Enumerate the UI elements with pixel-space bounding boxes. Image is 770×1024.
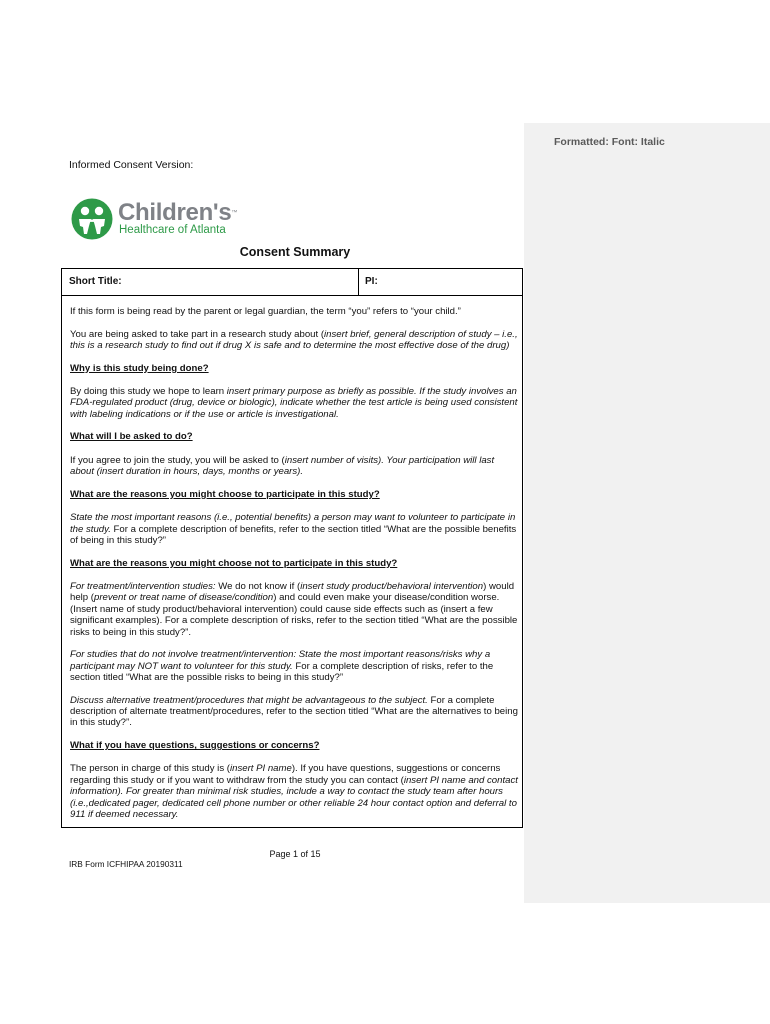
non-treatment-paragraph: For studies that do not involve treatment/intervention: State the most important reasons/risks why a participant may NOT want to volunteer for this study. For a complete description of risks, refer to the section titled “What are the possible risks to being in this study?” [70,649,494,684]
heading-questions: What if you have questions, suggestions or concerns? [70,740,320,752]
intro-paragraph: If this form is being read by the parent or legal guardian, the term “you” refers to “your child.” [70,306,461,317]
why-paragraph: By doing this study we hope to learn insert primary purpose as briefly as possible. If the study involves an FDA-regulated product (drug, device or biologic), indicate whether the test article is being used consistent with labeling indications or if the use or article is investigational. [70,386,518,420]
study-paragraph: You are being asked to take part in a research study about (insert brief, general description of study – i.e., this is a research study to find out if drug X is safe and to determine the most effective dose of the drug) [70,328,518,351]
treatment-paragraph: For treatment/intervention studies: We do not know if (insert study product/behavioral intervention) would help (prevent or treat name of disease/condition) and could even make your disease/condition worse. (Insert name of study product/behavioral intervention) could cause side effects such as (insert a few significant examples). For a complete description of risks, refer to the section titled “What are the possible risks to being in this study?”. [70,581,518,638]
header-row [62,269,522,296]
questions-paragraph: The person in charge of this study is (insert PI name). If you have questions, suggestions or concerns regarding this study or if you want to withdraw from the study you can contact (insert PI name and contact information). For greater than minimal risk studies, include a way to contact the study team after hours (i.e.,dedicated pager, dedicated cell phone number or other reliable 24 hour contact option and deferral to 911 if deemed necessary. [70,763,518,821]
heading-asked: What will I be asked to do? [70,431,193,443]
reasons-paragraph: State the most important reasons (i.e., potential benefits) a person may want to volunteer to participate in the study. For a complete description of benefits, refer to the section titled “What are the possible benefits of being in this study?” [70,512,517,547]
pi-label: PI: [365,276,378,287]
short-title-label: Short Title: [69,276,122,287]
comment-pane [524,123,770,903]
childrens-logo-icon [71,198,113,240]
logo-subtitle: Healthcare of Atlanta [119,224,226,236]
header-divider [358,269,359,296]
summary-content [70,306,518,832]
asked-paragraph: If you agree to join the study, you will be asked to (insert number of visits). Your participation will last about (insert duration in hours, days, months or years). [70,454,495,478]
heading-reasons: What are the reasons you might choose to participate in this study? [70,488,380,500]
heading-not-participate: What are the reasons you might choose not to participate in this study? [70,557,398,569]
document-title: Consent Summary [239,245,351,259]
page-number: Page 1 of 15 [269,849,321,859]
logo-name: Children's™ [118,199,238,226]
childrens-logo [71,198,241,242]
version-label: Informed Consent Version: [69,159,194,171]
alternatives-paragraph: Discuss alternative treatment/procedures that might be advantageous to the subject. For a complete description of alternate treatment/procedures, refer to the section titled “What are the alternatives to being in this study?”. [70,694,518,729]
heading-why: Why is this study being done? [70,362,209,374]
comment-label: Formatted: Font: Italic [554,136,665,148]
irb-form-id: IRB Form ICFHIPAA 20190311 [69,859,183,869]
